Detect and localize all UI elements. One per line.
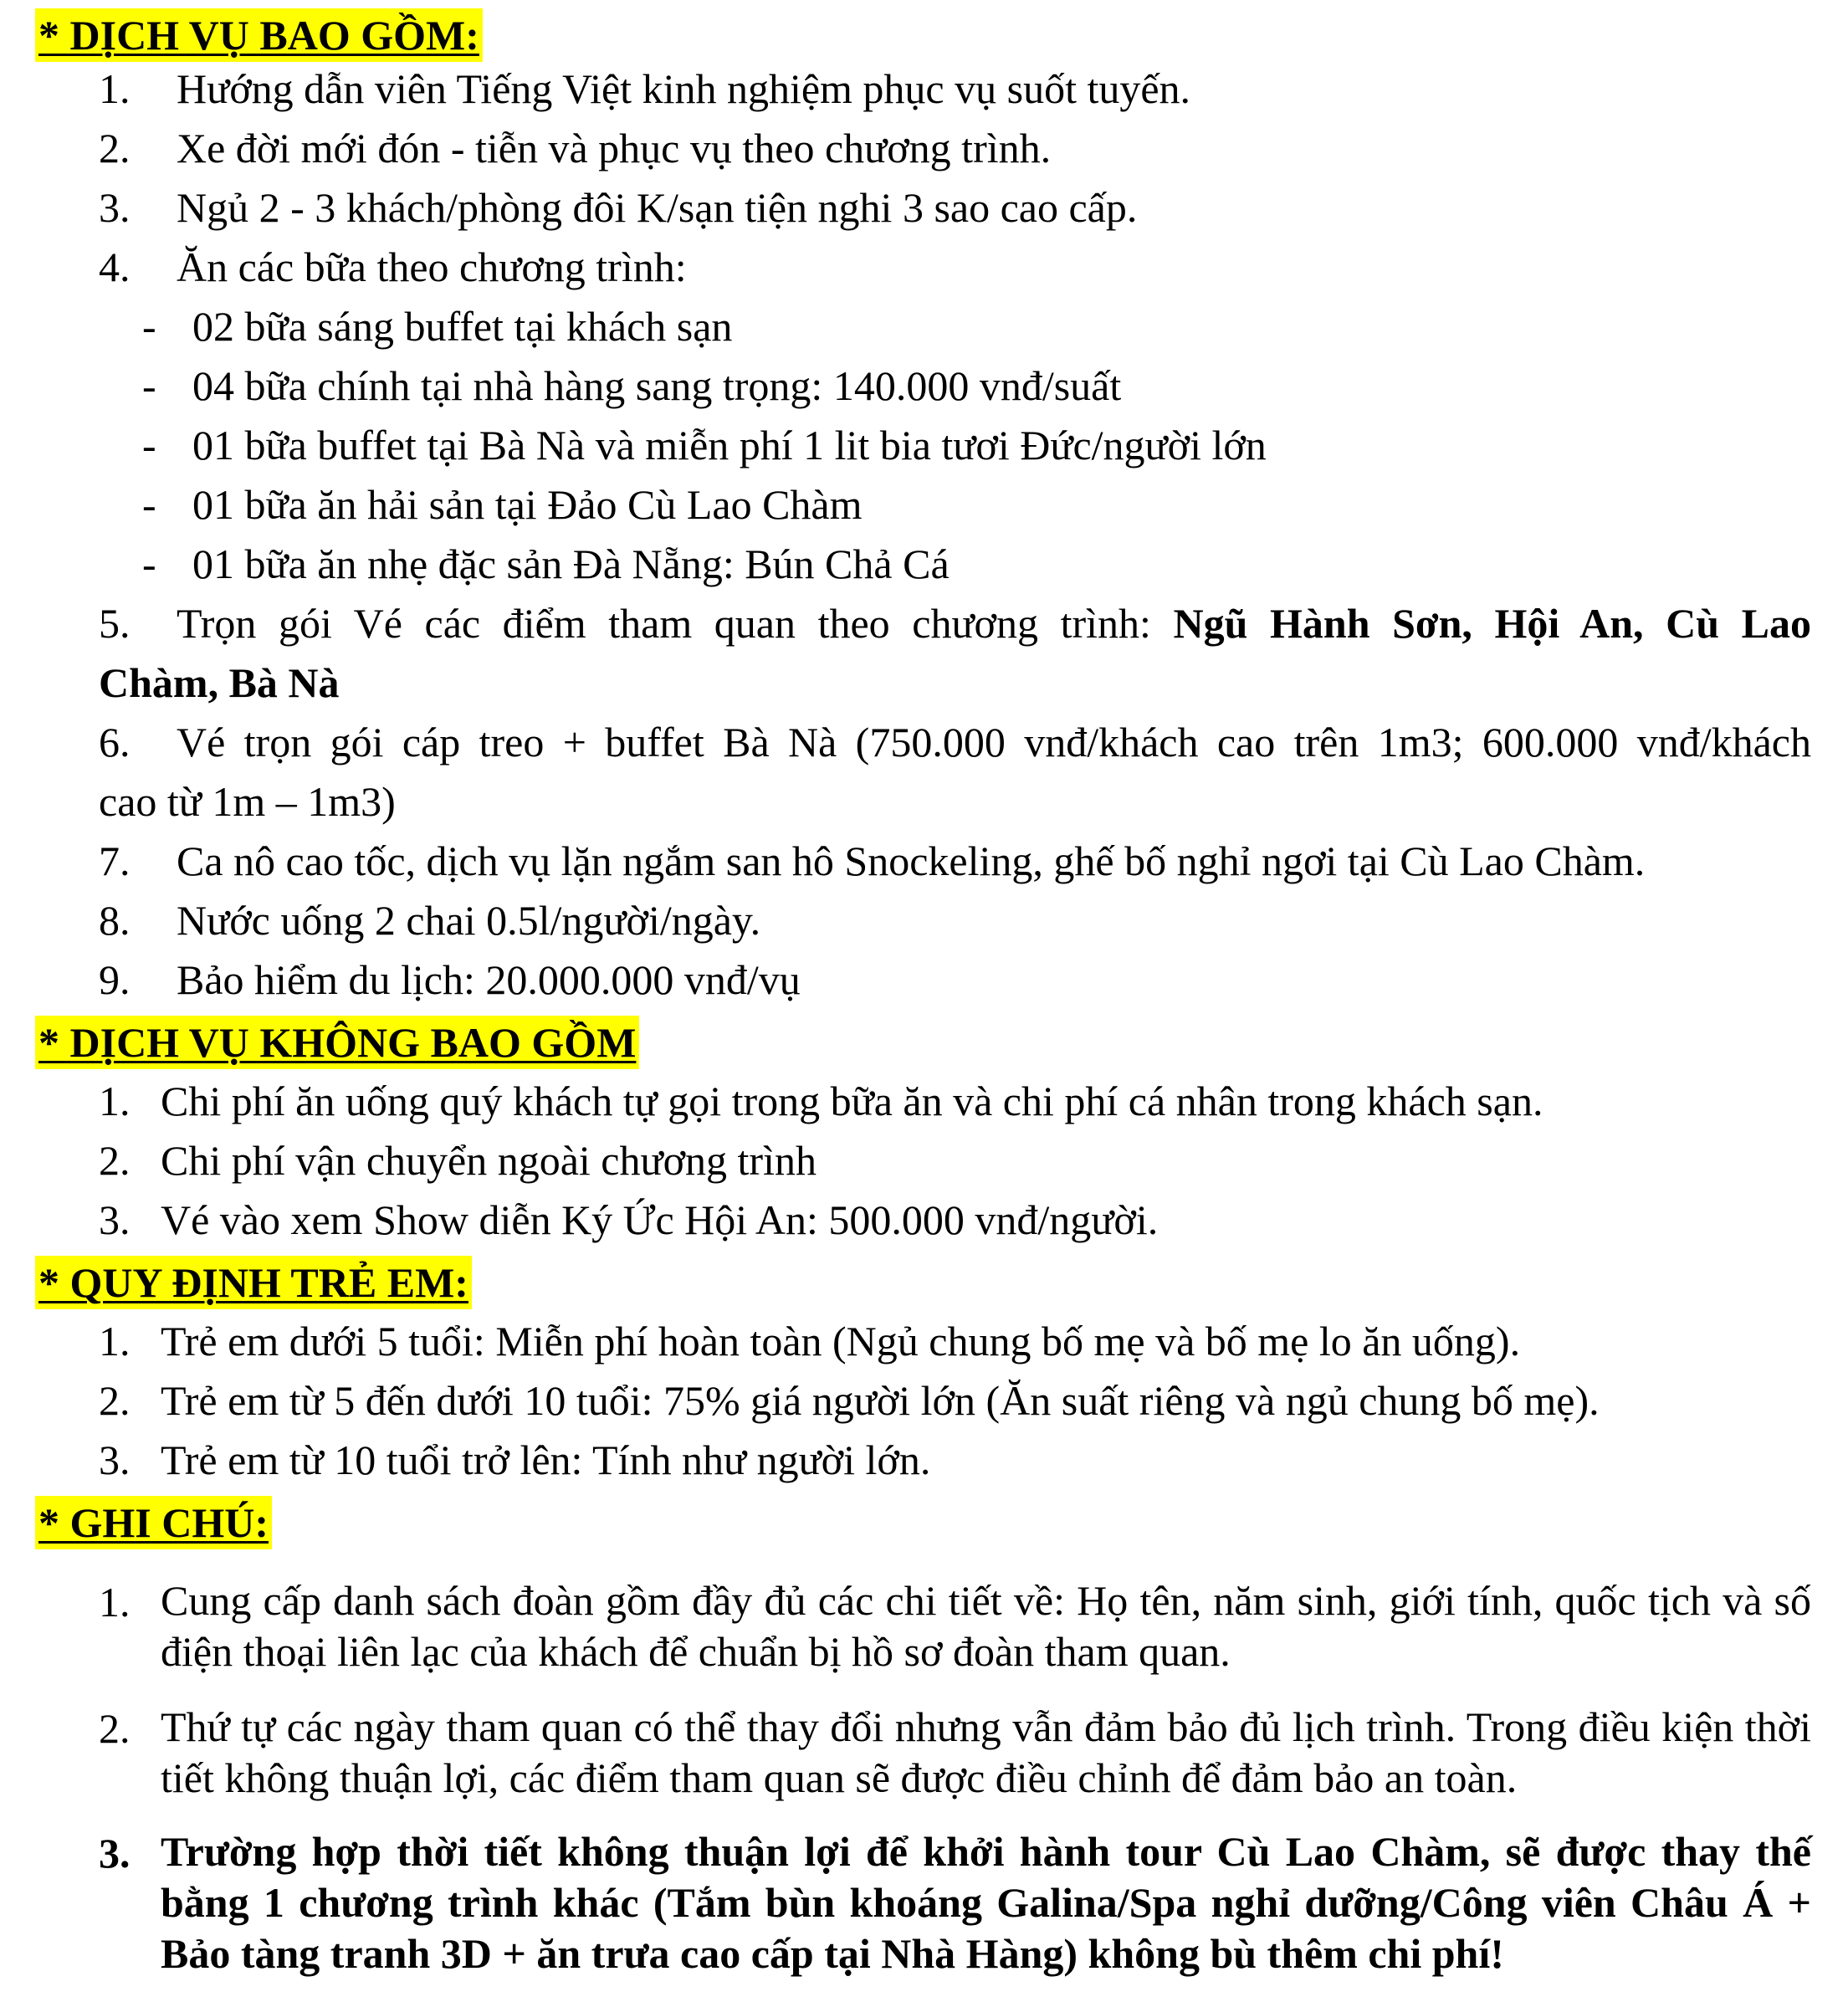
list-item: Vé vào xem Show diễn Ký Ức Hội An: 500.000 vnđ/người.: [161, 1196, 1159, 1243]
list-number: 3.: [99, 1436, 131, 1483]
list-number: 4.: [99, 243, 131, 290]
list-number: 2.: [99, 1377, 131, 1424]
list-number: 3.: [99, 184, 131, 231]
note-paragraph: Thứ tự các ngày tham quan có thể thay đổi nhưng vẫn đảm bảo đủ lịch trình. Trong điều kiện thời tiết không thuận lợi, các điểm tham quan sẽ được điều chỉnh để đảm bảo an toàn.: [161, 1703, 1811, 1801]
list-item: Ngủ 2 - 3 khách/phòng đôi K/sạn tiện nghi 3 sao cao cấp.: [177, 184, 1138, 231]
meal-item: 01 bữa ăn nhẹ đặc sản Đà Nẵng: Bún Chả Cá: [192, 540, 950, 587]
list-item: Ăn các bữa theo chương trình:: [177, 243, 687, 290]
meal-item: 01 bữa ăn hải sản tại Đảo Cù Lao Chàm: [192, 481, 863, 528]
list-number: 8.: [99, 897, 131, 944]
list-item: Ca nô cao tốc, dịch vụ lặn ngắm san hô Snockeling, ghế bố nghỉ ngơi tại Cù Lao Chàm.: [177, 837, 1646, 884]
dash-bullet: -: [142, 303, 156, 350]
list-item-continued: cao từ 1m – 1m3): [99, 778, 396, 825]
attraction-list: Ngũ Hành Sơn, Hội An, Cù Lao: [1173, 600, 1811, 647]
list-item: [177, 597, 1811, 650]
section-heading-excluded: * DỊCH VỤ KHÔNG BAO GỒM: [35, 1016, 639, 1069]
list-item: Trẻ em dưới 5 tuổi: Miễn phí hoàn toàn (Ngủ chung bố mẹ và bố mẹ lo ăn uống).: [161, 1318, 1521, 1365]
list-number: 6.: [99, 719, 131, 765]
list-item: Chi phí ăn uống quý khách tự gọi trong bữa ăn và chi phí cá nhân trong khách sạn.: [161, 1078, 1543, 1124]
note-paragraph-important: Trường hợp thời tiết không thuận lợi để khởi hành tour Cù Lao Chàm, sẽ được thay thế bằng 1 chương trình khác (Tắm bùn khoáng Galina/Spa nghỉ dưỡng/Công viên Châu Á + Bảo tàng tranh 3D + ăn trưa cao cấp tại Nhà Hàng) không bù thêm chi phí!: [161, 1828, 1811, 1977]
dash-bullet: -: [142, 422, 156, 468]
list-item: Chi phí vận chuyển ngoài chương trình: [161, 1137, 816, 1184]
section-heading-included: * DỊCH VỤ BAO GỒM:: [35, 8, 483, 62]
list-number: 7.: [99, 837, 131, 884]
list-item: Xe đời mới đón - tiễn và phục vụ theo chương trình.: [177, 125, 1052, 172]
list-item: Trẻ em từ 10 tuổi trở lên: Tính như người lớn.: [161, 1436, 931, 1483]
list-number: 1.: [99, 1579, 131, 1626]
list-item: Vé trọn gói cáp treo + buffet Bà Nà (750.000 vnđ/khách cao trên 1m3; 600.000 vnđ/khách: [177, 719, 1811, 765]
note-paragraph: Cung cấp danh sách đoàn gồm đầy đủ các chi tiết về: Họ tên, năm sinh, giới tính, quốc tịch và số điện thoại liên lạc của khách để chuẩn bị hồ sơ đoàn tham quan.: [161, 1577, 1811, 1675]
list-number: 3.: [99, 1196, 131, 1243]
meal-item: 02 bữa sáng buffet tại khách sạn: [192, 303, 733, 350]
meal-item: 04 bữa chính tại nhà hàng sang trọng: 140.000 vnđ/suất: [192, 362, 1122, 409]
list-number: 2.: [99, 1137, 131, 1184]
list-item: Hướng dẫn viên Tiếng Việt kinh nghiệm phục vụ suốt tuyến.: [177, 65, 1191, 112]
list-number: 1.: [99, 1078, 131, 1124]
attraction-list-continued: Chàm, Bà Nà: [99, 659, 340, 706]
list-number: 5.: [99, 600, 131, 647]
list-number: 9.: [99, 956, 131, 1003]
meal-item: 01 bữa buffet tại Bà Nà và miễn phí 1 lit bia tươi Đức/người lớn: [192, 422, 1267, 468]
list-item-text: Trọn gói Vé các điểm tham quan theo chương trình:: [177, 600, 1151, 647]
list-number: 1.: [99, 65, 131, 112]
list-item: Trẻ em từ 5 đến dưới 10 tuổi: 75% giá người lớn (Ăn suất riêng và ngủ chung bố mẹ).: [161, 1377, 1600, 1424]
dash-bullet: -: [142, 481, 156, 528]
list-number: 2.: [99, 1705, 131, 1752]
section-heading-children: * QUY ĐỊNH TRẺ EM:: [35, 1256, 472, 1309]
dash-bullet: -: [142, 540, 156, 587]
section-heading-notes: * GHI CHÚ:: [35, 1496, 272, 1549]
list-number: 3.: [99, 1830, 131, 1877]
list-item: Bảo hiểm du lịch: 20.000.000 vnđ/vụ: [177, 956, 801, 1003]
list-number: 2.: [99, 125, 131, 172]
dash-bullet: -: [142, 362, 156, 409]
list-number: 1.: [99, 1318, 131, 1365]
list-item: Nước uống 2 chai 0.5l/người/ngày.: [177, 897, 761, 944]
